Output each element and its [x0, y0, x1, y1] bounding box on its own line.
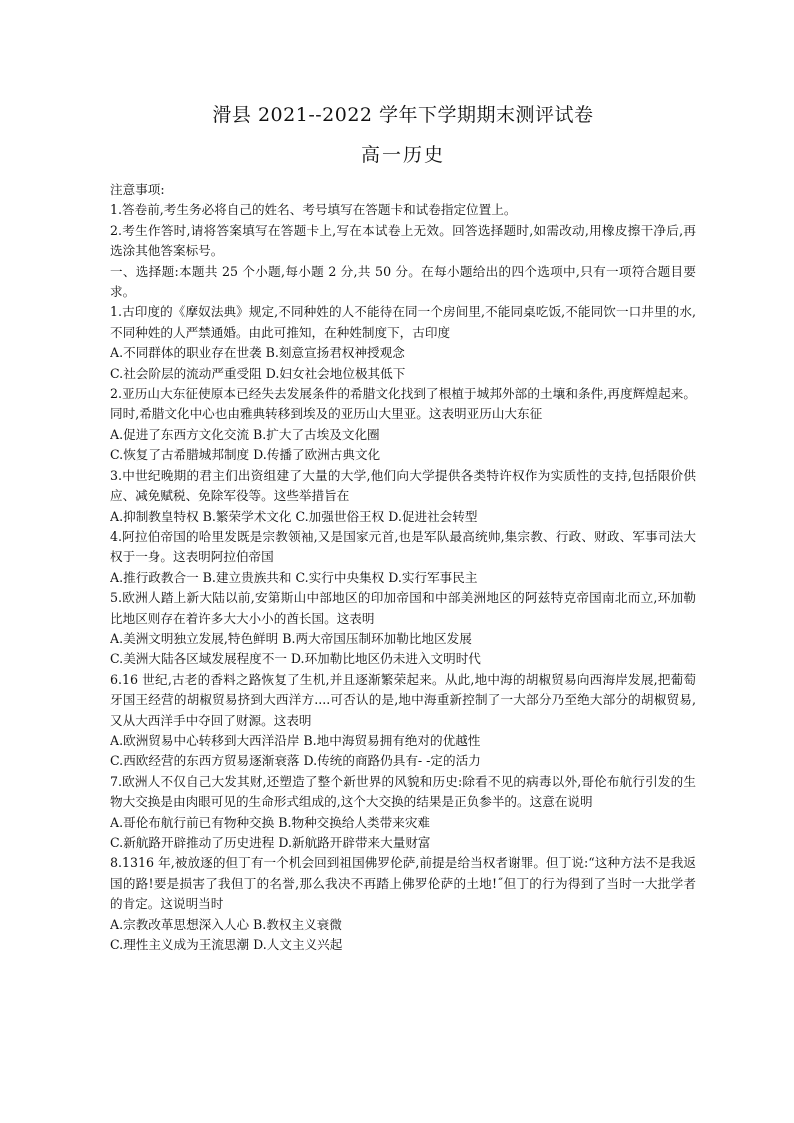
question-options: C.恢复了古希腊城邦制度 D.传播了欧洲古典文化 — [110, 447, 381, 463]
question-stem: 8.1316 年,被放逐的但丁有一个机会回到祖国佛罗伦萨,前提是给当权者谢罪。但丁说:“这种方法不是我返国的路!要是损害了我但丁的名誉,那么我决不再踏上佛罗伦萨的土地!˝但丁的行为得到了当时一大批学者的肯定。这说明当时 — [110, 855, 696, 912]
question-options: A.哥伦布航行前已有物种交换 B.物种交换给人类带来灾难 — [110, 814, 431, 830]
question-5 — [110, 588, 696, 670]
question-8 — [110, 853, 696, 955]
exam-subject: 高一历史 — [360, 144, 445, 166]
question-options: C.西欧经营的东西方贸易逐渐衰落 D.传统的商路仍具有- -定的活力 — [110, 753, 481, 769]
question-2 — [110, 384, 696, 466]
question-stem: 6.16 世纪,古老的香料之路恢复了生机,并且逐渐繁荣起来。从此,地中海的胡椒贸易向西海岸发展,把葡萄牙国王经营的胡椒贸易挤到大西洋方....可否认的是,地中海重新控制了一大部分乃至绝大部分的胡椒贸易,又从大西洋手中夺回了财源。这表明 — [110, 671, 696, 728]
question-options: C.理性主义成为王流思潮 D.人文主义兴起 — [110, 937, 343, 953]
question-stem: 5.欧洲人踏上新大陆以前,安第斯山中部地区的印加帝国和中部美洲地区的阿兹特克帝国南北而立,环加勒比地区则存在着许多大大小小的酋长国。这表明 — [110, 590, 696, 626]
notes-item-2: 2.考生作答时,请将答案填写在答题卡上,写在本试卷上无效。回答选择题时,如需改动,用橡皮擦干净后,再选涂其他答案标号。 — [110, 222, 696, 259]
notes-heading: 注意事项: — [110, 182, 165, 197]
question-options: A.美洲文明独立发展,特色鲜明 B.两大帝国压制环加勒比地区发展 — [110, 630, 472, 646]
question-options: A.不同群体的职业存在世袭 B.刻意宣扬君权神授观念 — [110, 345, 405, 361]
notes-item-1: 1.答卷前,考生务必将自己的姓名、考号填写在答题卡和试卷指定位置上。 — [110, 202, 517, 218]
question-options: C.社会阶层的流动严重受阻 D.妇女社会地位极其低下 — [110, 365, 406, 381]
question-3 — [110, 466, 696, 527]
question-options: C.美洲大陆各区域发展程度不一 D.环加勒比地区仍未进入文明时代 — [110, 651, 481, 667]
question-options: C.新航路开辟推动了历史进程 D.新航路开辟带来大量财富 — [110, 835, 431, 850]
question-stem: 2.亚历山大东征使原本已经失去发展条件的希腊文化找到了根植于城邦外部的土壤和条件,再度辉煌起来。同时,希腊文化中心也由雅典转移到埃及的亚历山大里亚。这表明亚历山大东征 — [110, 386, 696, 422]
exam-title: 滑县 2021--2022 学年下学期期末测评试卷 — [212, 104, 594, 126]
question-options: A.欧洲贸易中心转移到大西洋沿岸 B.地中海贸易拥有绝对的优越性 — [110, 732, 481, 748]
question-1 — [110, 302, 696, 384]
question-4 — [110, 527, 696, 588]
question-6 — [110, 670, 696, 772]
question-options: A.推行政教合一 B.建立贵族共和 C.实行中央集权 D.实行军事民主 — [110, 569, 478, 585]
exam-page — [110, 102, 696, 955]
section-intro: 一、选择题:本题共 25 个小题,每小题 2 分,共 50 分。在每小题给出的四个选项中,只有一项符合题目要求。 — [110, 263, 696, 300]
question-stem: 7.欧洲人不仅自己大发其财,还塑造了整个新世界的风貌和历史:除看不见的病毒以外,哥伦布航行引发的生物大交换是由肉眼可见的生命形式组成的,这个大交换的结果是正负参半的。这意在说明 — [110, 773, 696, 810]
question-7 — [110, 772, 696, 854]
question-stem: 4.阿拉伯帝国的哈里发既是宗教领袖,又是国家元首,也是军队最高统帅,集宗教、行政、财政、军事司法大权于一身。这表明阿拉伯帝国 — [110, 528, 696, 565]
question-options: A.抑制教皇特权 B.繁荣学术文化 C.加强世俗王权 D.促进社会转型 — [110, 508, 478, 524]
question-stem: 1.古印度的《摩奴法典》规定,不同种姓的人不能待在同一个房间里,不能同桌吃饭,不能同饮一口井里的水,不同种姓的人严禁通婚。由此可推知，在种姓制度下，古印度 — [110, 304, 696, 340]
question-options: A.促进了东西方文化交流 B.扩大了古埃及文化圈 — [110, 426, 380, 442]
question-options: A.宗教改革思想深入人心 B.教权主义衰微 — [110, 916, 342, 932]
question-stem: 3.中世纪晚期的君主们出资组建了大量的大学,他们向大学提供各类特许权作为实质性的支持,包括限价供应、减免赋税、免除军役等。这些举措旨在 — [110, 467, 696, 504]
